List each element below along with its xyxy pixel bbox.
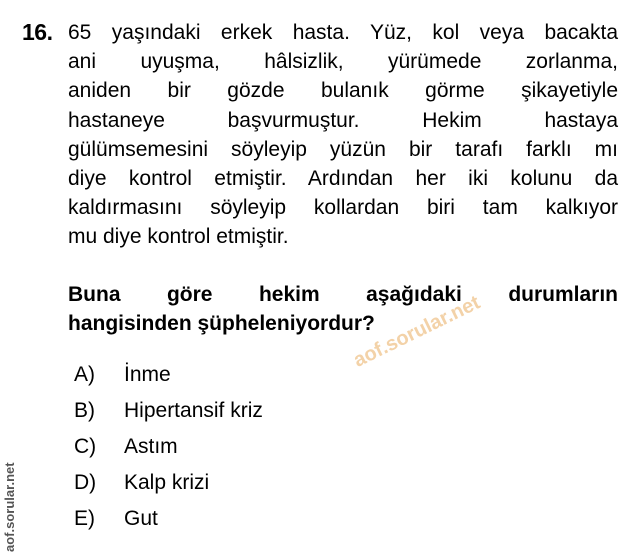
- prompt-line: hangisinden şüpheleniyordur?: [68, 312, 375, 335]
- stem-line: diye kontrol etmiştir. Ardından her iki kolunu da: [68, 166, 618, 190]
- prompt-line: Buna göre hekim aşağıdaki durumların: [68, 283, 618, 306]
- option-text: Hipertansif kriz: [124, 399, 263, 422]
- option-letter: E): [74, 507, 95, 530]
- stem-line: mu diye kontrol etmiştir.: [68, 225, 289, 249]
- question-stem: [68, 18, 618, 252]
- stem-line: ani uyuşma, hâlsizlik, yürümede zorlanma,: [68, 50, 618, 74]
- option-text: Astım: [124, 435, 178, 458]
- option-letter: A): [74, 363, 95, 386]
- option-text: İnme: [124, 363, 171, 386]
- option-text: Gut: [124, 507, 158, 530]
- stem-line: kaldırmasını söyleyip kollardan biri tam kalkıyor: [68, 196, 618, 220]
- stem-line: 65 yaşındaki erkek hasta. Yüz, kol veya bacakta: [68, 21, 618, 44]
- stem-line: aniden bir gözde bulanık görme şikayetiyle: [68, 79, 618, 103]
- option-letter: C): [74, 435, 97, 458]
- watermark-side: aof.sorular.net: [2, 462, 17, 552]
- watermark-diagonal: aof.sorular.net: [350, 291, 484, 372]
- question-number: 16.: [22, 19, 53, 45]
- option-text: Kalp krizi: [124, 471, 210, 494]
- stem-line: hastaneye başvurmuştur. Hekim hastaya: [68, 108, 618, 132]
- option-letter: D): [74, 471, 97, 494]
- question-prompt: [68, 280, 618, 338]
- stem-line: gülümsemesini söyleyip yüzün bir tarafı farklı mı: [68, 137, 618, 161]
- option-letter: B): [74, 399, 95, 422]
